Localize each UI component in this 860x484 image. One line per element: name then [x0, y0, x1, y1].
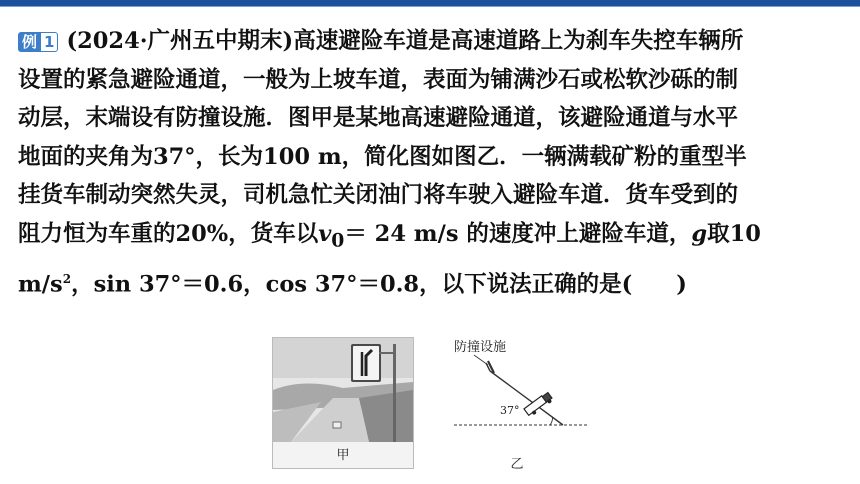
figure-photo [272, 337, 414, 469]
badge-label: 例 [18, 32, 40, 52]
question-line-3: 动层，末端设有防撞设施．图甲是某地高速避险通道，该避险通道与水平 [18, 105, 739, 131]
question-line-2: 设置的紧急避险通道，一般为上坡车道，表面为铺满沙石或松软沙砾的制 [18, 66, 739, 93]
truck-shape [524, 392, 554, 418]
gravity-symbol: g [691, 220, 708, 247]
angle-arc [550, 417, 553, 425]
question-line-7b: ，sin 37°＝0.6，cos 37°＝0.8，以下说法正确的是( [71, 271, 633, 297]
velocity-symbol: v [318, 220, 332, 247]
escape-lane-photo [273, 338, 413, 442]
example-badge [18, 32, 58, 52]
question-line-6a: 阻力恒为车重的20%，货车以 [18, 220, 319, 247]
question-line-1: (2024·广州五中期末)高速避险车道是高速道路上为刹车失控车辆所 [66, 28, 744, 54]
angle-label: 37° [500, 404, 520, 417]
question-line-6b: ＝ 24 m/s 的速度冲上避险车道， [344, 220, 692, 247]
problem-text [18, 22, 843, 304]
label-leader-line [474, 355, 488, 365]
question-line-6c: 取10 [707, 220, 761, 247]
question-line-7c: ) [676, 271, 687, 297]
velocity-subscript: 0 [331, 229, 345, 251]
badge-number: 1 [40, 32, 58, 52]
figure-b-caption: 乙 [510, 457, 524, 472]
question-line-5: 挂货车制动突然失灵，司机急忙关闭油门将车驶入避险车道．货车受到的 [18, 182, 739, 208]
barrier-label: 防撞设施 [454, 340, 507, 355]
unit-superscript: 2 [62, 271, 72, 286]
question-line-7a: m/s [18, 271, 63, 297]
top-accent-line [0, 6, 860, 7]
figure-a-caption: 甲 [336, 448, 350, 463]
question-line-4: 地面的夹角为37°，长为100 m，简化图如图乙．一辆满载矿粉的重型半 [18, 143, 747, 170]
